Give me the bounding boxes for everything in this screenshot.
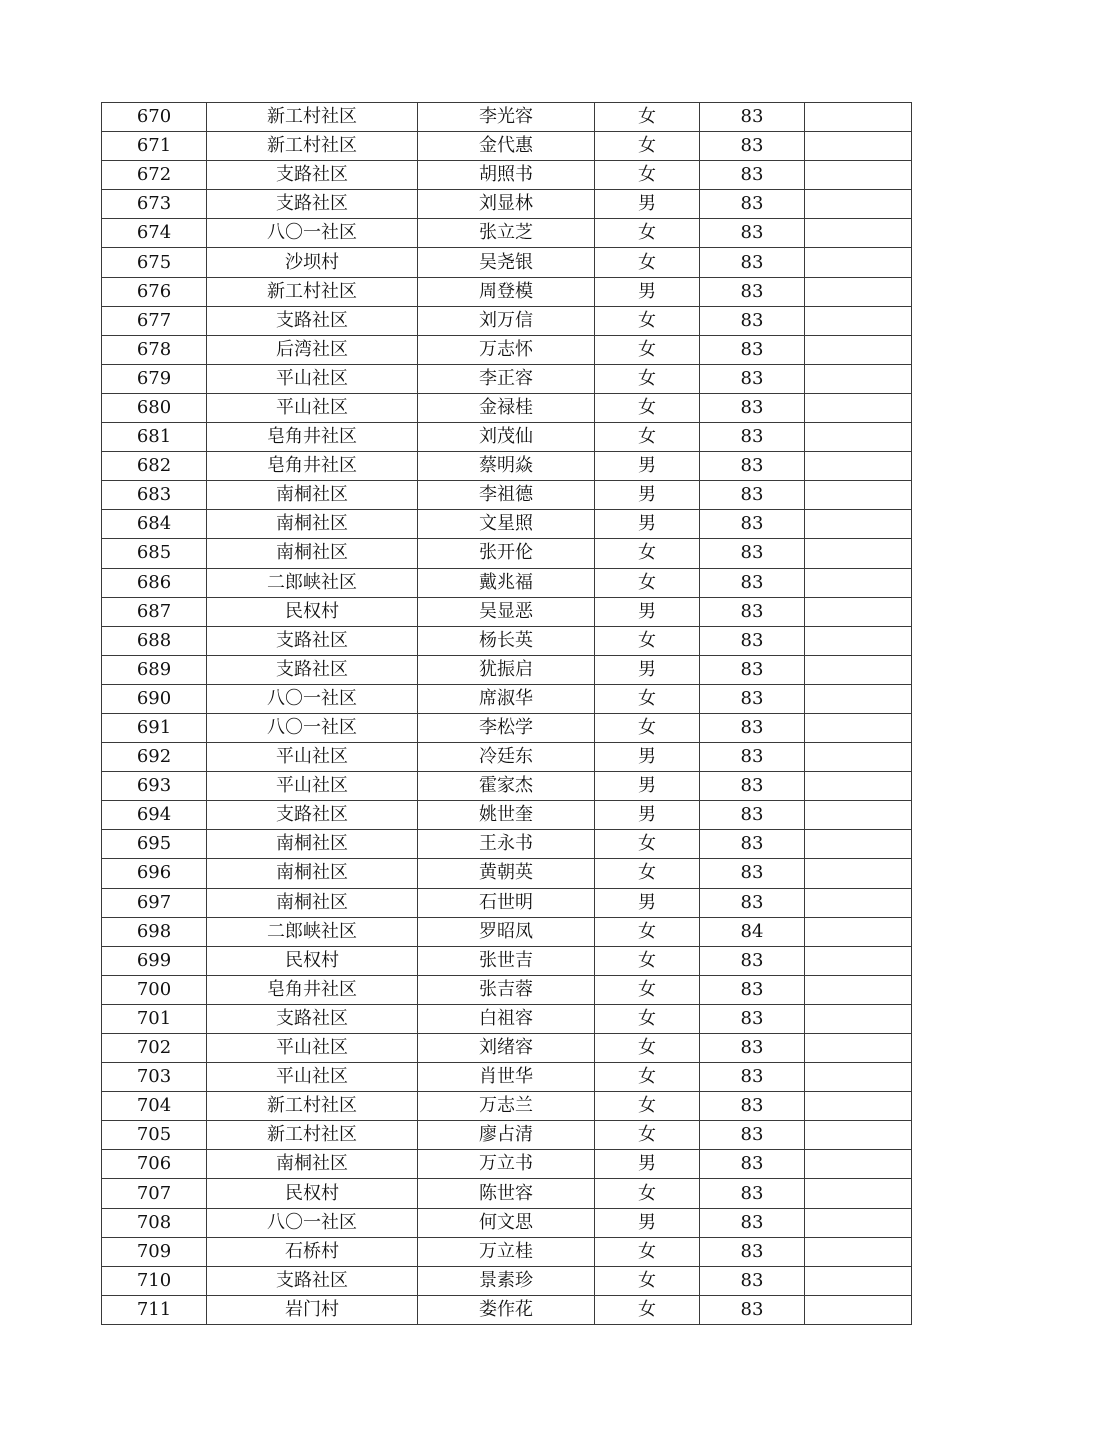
community-cell: 新工村社区	[207, 1121, 418, 1150]
gender-cell: 女	[595, 684, 700, 713]
serial-number-cell: 707	[102, 1179, 207, 1208]
gender-cell: 女	[595, 1063, 700, 1092]
gender-cell: 女	[595, 830, 700, 859]
serial-number-cell: 674	[102, 219, 207, 248]
age-cell: 83	[700, 306, 805, 335]
gender-cell: 女	[595, 539, 700, 568]
serial-number-cell: 680	[102, 393, 207, 422]
gender-cell: 女	[595, 306, 700, 335]
community-cell: 平山社区	[207, 743, 418, 772]
serial-number-cell: 686	[102, 568, 207, 597]
note-cell	[805, 1004, 912, 1033]
serial-number-cell: 701	[102, 1004, 207, 1033]
serial-number-cell: 703	[102, 1063, 207, 1092]
note-cell	[805, 539, 912, 568]
table-row	[102, 277, 912, 306]
age-cell: 83	[700, 539, 805, 568]
note-cell	[805, 103, 912, 132]
table-row	[102, 248, 912, 277]
community-cell: 二郎峡社区	[207, 568, 418, 597]
gender-cell: 女	[595, 1034, 700, 1063]
name-cell: 刘万信	[418, 306, 595, 335]
age-cell: 83	[700, 1179, 805, 1208]
note-cell	[805, 1092, 912, 1121]
note-cell	[805, 364, 912, 393]
note-cell	[805, 335, 912, 364]
serial-number-cell: 671	[102, 132, 207, 161]
community-cell: 新工村社区	[207, 132, 418, 161]
name-cell: 何文思	[418, 1208, 595, 1237]
name-cell: 戴兆福	[418, 568, 595, 597]
age-cell: 84	[700, 917, 805, 946]
serial-number-cell: 679	[102, 364, 207, 393]
gender-cell: 男	[595, 510, 700, 539]
name-cell: 万志兰	[418, 1092, 595, 1121]
community-cell: 沙坝村	[207, 248, 418, 277]
note-cell	[805, 684, 912, 713]
note-cell	[805, 859, 912, 888]
gender-cell: 男	[595, 801, 700, 830]
gender-cell: 男	[595, 1150, 700, 1179]
community-cell: 石桥村	[207, 1237, 418, 1266]
table-row	[102, 1295, 912, 1324]
name-cell: 冷廷东	[418, 743, 595, 772]
age-cell: 83	[700, 1150, 805, 1179]
note-cell	[805, 481, 912, 510]
community-cell: 南桐社区	[207, 1150, 418, 1179]
table-row	[102, 1092, 912, 1121]
table-row	[102, 859, 912, 888]
note-cell	[805, 1266, 912, 1295]
table-row	[102, 539, 912, 568]
serial-number-cell: 682	[102, 452, 207, 481]
note-cell	[805, 975, 912, 1004]
serial-number-cell: 697	[102, 888, 207, 917]
table-row	[102, 888, 912, 917]
serial-number-cell: 689	[102, 655, 207, 684]
table-row	[102, 190, 912, 219]
note-cell	[805, 946, 912, 975]
note-cell	[805, 597, 912, 626]
serial-number-cell: 678	[102, 335, 207, 364]
age-cell: 83	[700, 277, 805, 306]
name-cell: 石世明	[418, 888, 595, 917]
table-row	[102, 568, 912, 597]
gender-cell: 女	[595, 568, 700, 597]
age-cell: 83	[700, 510, 805, 539]
name-cell: 廖占清	[418, 1121, 595, 1150]
age-cell: 83	[700, 975, 805, 1004]
gender-cell: 女	[595, 1295, 700, 1324]
serial-number-cell: 705	[102, 1121, 207, 1150]
name-cell: 刘茂仙	[418, 423, 595, 452]
table-row	[102, 626, 912, 655]
name-cell: 张世吉	[418, 946, 595, 975]
serial-number-cell: 711	[102, 1295, 207, 1324]
note-cell	[805, 190, 912, 219]
serial-number-cell: 684	[102, 510, 207, 539]
serial-number-cell: 685	[102, 539, 207, 568]
note-cell	[805, 1034, 912, 1063]
note-cell	[805, 510, 912, 539]
gender-cell: 男	[595, 1208, 700, 1237]
table-row	[102, 772, 912, 801]
table-row	[102, 1179, 912, 1208]
age-cell: 83	[700, 1034, 805, 1063]
serial-number-cell: 694	[102, 801, 207, 830]
name-cell: 陈世容	[418, 1179, 595, 1208]
name-cell: 张吉蓉	[418, 975, 595, 1004]
table-row	[102, 481, 912, 510]
note-cell	[805, 830, 912, 859]
note-cell	[805, 743, 912, 772]
gender-cell: 男	[595, 190, 700, 219]
note-cell	[805, 772, 912, 801]
community-cell: 支路社区	[207, 1004, 418, 1033]
age-cell: 83	[700, 830, 805, 859]
note-cell	[805, 219, 912, 248]
note-cell	[805, 452, 912, 481]
age-cell: 83	[700, 888, 805, 917]
community-cell: 皂角井社区	[207, 975, 418, 1004]
community-cell: 新工村社区	[207, 1092, 418, 1121]
serial-number-cell: 691	[102, 713, 207, 742]
community-cell: 皂角井社区	[207, 452, 418, 481]
name-cell: 吴尧银	[418, 248, 595, 277]
note-cell	[805, 1179, 912, 1208]
age-cell: 83	[700, 597, 805, 626]
name-cell: 刘显林	[418, 190, 595, 219]
name-cell: 李光容	[418, 103, 595, 132]
community-cell: 皂角井社区	[207, 423, 418, 452]
age-cell: 83	[700, 801, 805, 830]
name-cell: 李正容	[418, 364, 595, 393]
community-cell: 新工村社区	[207, 277, 418, 306]
gender-cell: 女	[595, 364, 700, 393]
community-cell: 平山社区	[207, 772, 418, 801]
community-cell: 民权村	[207, 946, 418, 975]
table-row	[102, 1063, 912, 1092]
table-row	[102, 1266, 912, 1295]
serial-number-cell: 695	[102, 830, 207, 859]
age-cell: 83	[700, 568, 805, 597]
table-row	[102, 393, 912, 422]
age-cell: 83	[700, 248, 805, 277]
table-row	[102, 364, 912, 393]
community-cell: 支路社区	[207, 655, 418, 684]
age-cell: 83	[700, 132, 805, 161]
table-row	[102, 510, 912, 539]
gender-cell: 女	[595, 626, 700, 655]
gender-cell: 女	[595, 1004, 700, 1033]
community-cell: 支路社区	[207, 306, 418, 335]
note-cell	[805, 1121, 912, 1150]
note-cell	[805, 277, 912, 306]
note-cell	[805, 248, 912, 277]
serial-number-cell: 683	[102, 481, 207, 510]
name-cell: 黄朝英	[418, 859, 595, 888]
table-row	[102, 306, 912, 335]
serial-number-cell: 709	[102, 1237, 207, 1266]
gender-cell: 女	[595, 423, 700, 452]
gender-cell: 女	[595, 975, 700, 1004]
community-cell: 南桐社区	[207, 539, 418, 568]
table-row	[102, 161, 912, 190]
table-row	[102, 713, 912, 742]
age-cell: 83	[700, 1004, 805, 1033]
serial-number-cell: 704	[102, 1092, 207, 1121]
name-cell: 李松学	[418, 713, 595, 742]
note-cell	[805, 1150, 912, 1179]
table-row	[102, 946, 912, 975]
gender-cell: 男	[595, 655, 700, 684]
name-cell: 周登模	[418, 277, 595, 306]
name-cell: 吴显恶	[418, 597, 595, 626]
note-cell	[805, 1237, 912, 1266]
age-cell: 83	[700, 423, 805, 452]
name-cell: 胡照书	[418, 161, 595, 190]
serial-number-cell: 700	[102, 975, 207, 1004]
gender-cell: 女	[595, 393, 700, 422]
table-row	[102, 1034, 912, 1063]
age-cell: 83	[700, 1208, 805, 1237]
community-cell: 支路社区	[207, 1266, 418, 1295]
age-cell: 83	[700, 161, 805, 190]
table-row	[102, 219, 912, 248]
community-cell: 民权村	[207, 1179, 418, 1208]
table-row	[102, 597, 912, 626]
name-cell: 娄作花	[418, 1295, 595, 1324]
gender-cell: 女	[595, 103, 700, 132]
community-cell: 南桐社区	[207, 510, 418, 539]
name-cell: 李祖德	[418, 481, 595, 510]
community-cell: 八〇一社区	[207, 1208, 418, 1237]
age-cell: 83	[700, 1237, 805, 1266]
community-cell: 八〇一社区	[207, 713, 418, 742]
serial-number-cell: 692	[102, 743, 207, 772]
serial-number-cell: 696	[102, 859, 207, 888]
name-cell: 刘绪容	[418, 1034, 595, 1063]
name-cell: 张立芝	[418, 219, 595, 248]
serial-number-cell: 702	[102, 1034, 207, 1063]
community-cell: 南桐社区	[207, 830, 418, 859]
name-cell: 罗昭凤	[418, 917, 595, 946]
gender-cell: 女	[595, 1179, 700, 1208]
table-row	[102, 103, 912, 132]
serial-number-cell: 690	[102, 684, 207, 713]
age-cell: 83	[700, 1266, 805, 1295]
table-row	[102, 132, 912, 161]
table-row	[102, 684, 912, 713]
community-cell: 平山社区	[207, 1063, 418, 1092]
age-cell: 83	[700, 743, 805, 772]
community-cell: 支路社区	[207, 801, 418, 830]
community-cell: 八〇一社区	[207, 219, 418, 248]
gender-cell: 女	[595, 335, 700, 364]
community-cell: 南桐社区	[207, 481, 418, 510]
community-cell: 二郎峡社区	[207, 917, 418, 946]
note-cell	[805, 1295, 912, 1324]
table-row	[102, 335, 912, 364]
serial-number-cell: 710	[102, 1266, 207, 1295]
community-cell: 平山社区	[207, 393, 418, 422]
note-cell	[805, 888, 912, 917]
table-row	[102, 1237, 912, 1266]
age-cell: 83	[700, 219, 805, 248]
note-cell	[805, 1208, 912, 1237]
gender-cell: 女	[595, 859, 700, 888]
age-cell: 83	[700, 713, 805, 742]
age-cell: 83	[700, 452, 805, 481]
gender-cell: 男	[595, 597, 700, 626]
roster-table-body	[102, 103, 912, 1325]
age-cell: 83	[700, 1121, 805, 1150]
name-cell: 霍家杰	[418, 772, 595, 801]
community-cell: 岩门村	[207, 1295, 418, 1324]
name-cell: 姚世奎	[418, 801, 595, 830]
age-cell: 83	[700, 1092, 805, 1121]
roster-table	[101, 102, 912, 1325]
age-cell: 83	[700, 626, 805, 655]
gender-cell: 男	[595, 888, 700, 917]
community-cell: 平山社区	[207, 1034, 418, 1063]
serial-number-cell: 693	[102, 772, 207, 801]
serial-number-cell: 670	[102, 103, 207, 132]
name-cell: 肖世华	[418, 1063, 595, 1092]
age-cell: 83	[700, 190, 805, 219]
table-row	[102, 1150, 912, 1179]
name-cell: 万立书	[418, 1150, 595, 1179]
age-cell: 83	[700, 859, 805, 888]
note-cell	[805, 161, 912, 190]
community-cell: 新工村社区	[207, 103, 418, 132]
serial-number-cell: 673	[102, 190, 207, 219]
name-cell: 白祖容	[418, 1004, 595, 1033]
table-row	[102, 1121, 912, 1150]
table-row	[102, 801, 912, 830]
note-cell	[805, 917, 912, 946]
serial-number-cell: 698	[102, 917, 207, 946]
note-cell	[805, 423, 912, 452]
name-cell: 席淑华	[418, 684, 595, 713]
name-cell: 景素珍	[418, 1266, 595, 1295]
gender-cell: 女	[595, 1237, 700, 1266]
community-cell: 支路社区	[207, 161, 418, 190]
table-row	[102, 1004, 912, 1033]
serial-number-cell: 706	[102, 1150, 207, 1179]
name-cell: 万立桂	[418, 1237, 595, 1266]
gender-cell: 男	[595, 481, 700, 510]
gender-cell: 男	[595, 772, 700, 801]
note-cell	[805, 655, 912, 684]
age-cell: 83	[700, 655, 805, 684]
table-row	[102, 423, 912, 452]
community-cell: 支路社区	[207, 190, 418, 219]
community-cell: 八〇一社区	[207, 684, 418, 713]
serial-number-cell: 672	[102, 161, 207, 190]
table-row	[102, 743, 912, 772]
serial-number-cell: 687	[102, 597, 207, 626]
age-cell: 83	[700, 103, 805, 132]
table-row	[102, 1208, 912, 1237]
community-cell: 南桐社区	[207, 859, 418, 888]
table-row	[102, 452, 912, 481]
table-row	[102, 917, 912, 946]
community-cell: 支路社区	[207, 626, 418, 655]
age-cell: 83	[700, 1295, 805, 1324]
community-cell: 南桐社区	[207, 888, 418, 917]
age-cell: 83	[700, 684, 805, 713]
age-cell: 83	[700, 946, 805, 975]
note-cell	[805, 801, 912, 830]
serial-number-cell: 688	[102, 626, 207, 655]
age-cell: 83	[700, 364, 805, 393]
age-cell: 83	[700, 335, 805, 364]
table-row	[102, 830, 912, 859]
gender-cell: 女	[595, 713, 700, 742]
serial-number-cell: 681	[102, 423, 207, 452]
gender-cell: 女	[595, 1092, 700, 1121]
gender-cell: 女	[595, 161, 700, 190]
name-cell: 文星照	[418, 510, 595, 539]
gender-cell: 女	[595, 1121, 700, 1150]
name-cell: 犹振启	[418, 655, 595, 684]
serial-number-cell: 708	[102, 1208, 207, 1237]
note-cell	[805, 626, 912, 655]
gender-cell: 男	[595, 277, 700, 306]
serial-number-cell: 677	[102, 306, 207, 335]
table-row	[102, 975, 912, 1004]
note-cell	[805, 132, 912, 161]
gender-cell: 女	[595, 917, 700, 946]
name-cell: 王永书	[418, 830, 595, 859]
gender-cell: 女	[595, 219, 700, 248]
gender-cell: 男	[595, 743, 700, 772]
serial-number-cell: 676	[102, 277, 207, 306]
note-cell	[805, 568, 912, 597]
note-cell	[805, 306, 912, 335]
serial-number-cell: 699	[102, 946, 207, 975]
gender-cell: 男	[595, 452, 700, 481]
note-cell	[805, 1063, 912, 1092]
name-cell: 杨长英	[418, 626, 595, 655]
gender-cell: 女	[595, 248, 700, 277]
name-cell: 蔡明焱	[418, 452, 595, 481]
note-cell	[805, 713, 912, 742]
age-cell: 83	[700, 393, 805, 422]
note-cell	[805, 393, 912, 422]
name-cell: 金禄桂	[418, 393, 595, 422]
age-cell: 83	[700, 772, 805, 801]
name-cell: 万志怀	[418, 335, 595, 364]
community-cell: 平山社区	[207, 364, 418, 393]
gender-cell: 女	[595, 1266, 700, 1295]
gender-cell: 女	[595, 132, 700, 161]
serial-number-cell: 675	[102, 248, 207, 277]
name-cell: 金代惠	[418, 132, 595, 161]
name-cell: 张开伦	[418, 539, 595, 568]
community-cell: 后湾社区	[207, 335, 418, 364]
community-cell: 民权村	[207, 597, 418, 626]
age-cell: 83	[700, 481, 805, 510]
age-cell: 83	[700, 1063, 805, 1092]
gender-cell: 女	[595, 946, 700, 975]
table-row	[102, 655, 912, 684]
